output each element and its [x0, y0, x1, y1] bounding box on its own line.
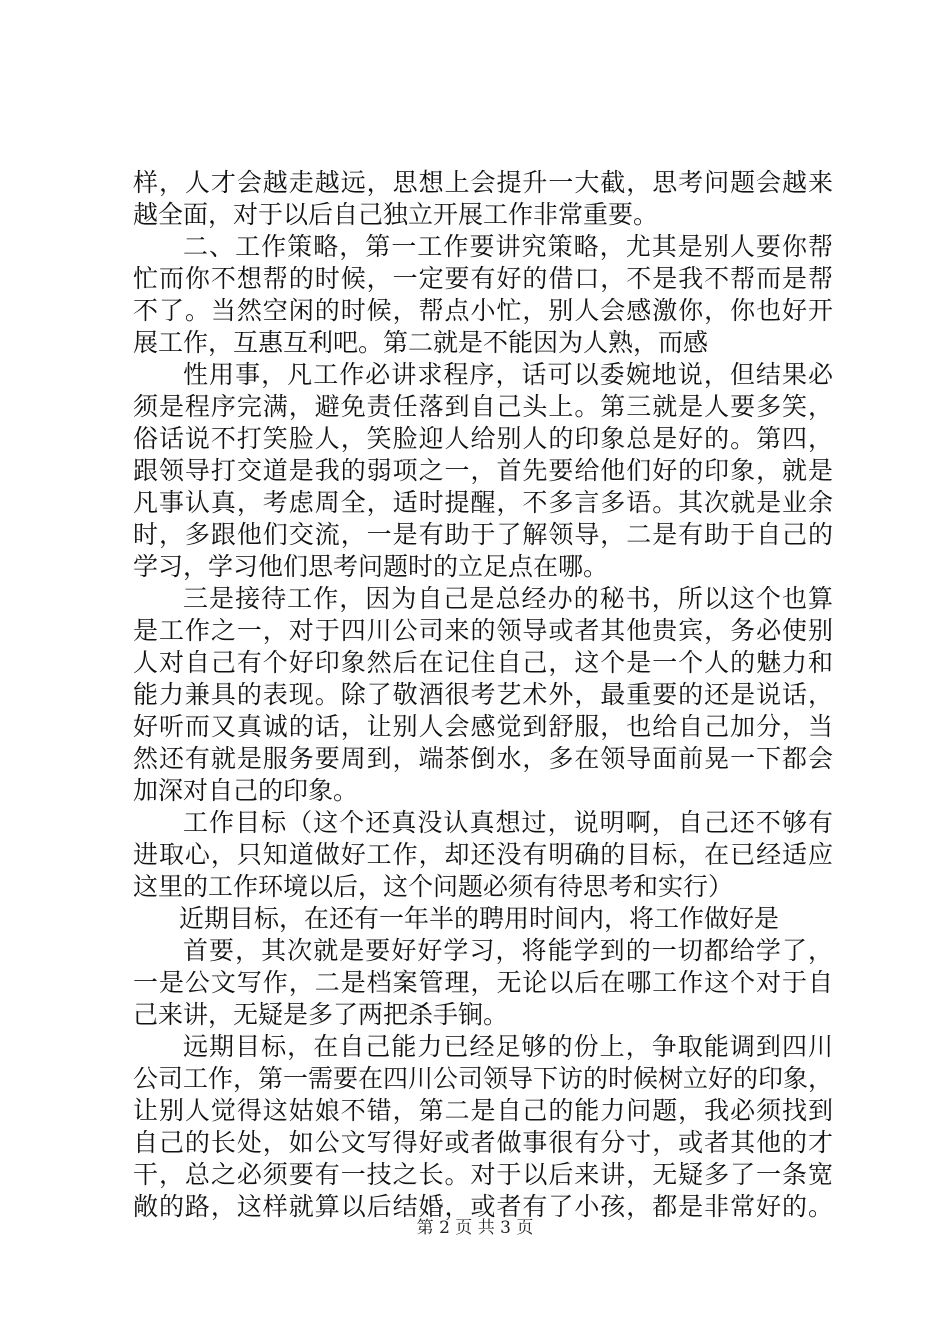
text-line: 进取心，只知道做好工作，却还没有明确的目标，在已经适应 — [133, 840, 833, 869]
text-line: 二、工作策略，第一工作要讲究策略，尤其是别人要你帮 — [183, 232, 833, 261]
text-line: 工作目标（这个还真没认真想过，说明啊，自己还不够有 — [183, 808, 833, 837]
page-footer — [0, 1213, 950, 1238]
text-line: 是工作之一，对于四川公司来的领导或者其他贵宾，务必使别 — [133, 616, 833, 645]
document-body — [133, 167, 833, 1223]
text-line: 须是程序完满，避免责任落到自己头上。第三就是人要多笑， — [133, 392, 833, 421]
text-line: 好听而又真诚的话，让别人会感觉到舒服，也给自己加分，当 — [133, 712, 833, 741]
text-line: 能力兼具的表现。除了敬酒很考艺术外，最重要的还是说话， — [133, 680, 833, 709]
text-line: 己来讲，无疑是多了两把杀手锏。 — [133, 1000, 509, 1029]
text-line: 然还有就是服务要周到，端茶倒水，多在领导面前晃一下都会 — [133, 744, 833, 773]
text-line: 三是接待工作，因为自己是总经办的秘书，所以这个也算 — [183, 584, 833, 613]
text-line: 自己的长处，如公文写得好或者做事很有分寸，或者其他的才 — [133, 1128, 833, 1157]
text-line: 性用事，凡工作必讲求程序，话可以委婉地说，但结果必 — [183, 360, 833, 389]
text-line: 加深对自己的印象。 — [133, 776, 359, 805]
text-line: 敞的路，这样就算以后结婚，或者有了小孩，都是非常好的。 — [133, 1192, 833, 1221]
text-line: 凡事认真，考虑周全，适时提醒，不多言多语。其次就是业余 — [133, 488, 833, 517]
text-line: 跟领导打交道是我的弱项之一，首先要给他们好的印象，就是 — [133, 456, 833, 485]
text-line: 学习，学习他们思考问题时的立足点在哪。 — [133, 552, 609, 581]
text-line: 一是公文写作，二是档案管理，无论以后在哪工作这个对于自 — [133, 968, 833, 997]
text-line: 让别人觉得这姑娘不错，第二是自己的能力问题，我必须找到 — [133, 1096, 833, 1125]
text-line: 忙而你不想帮的时候，一定要有好的借口，不是我不帮而是帮 — [133, 264, 833, 293]
text-line: 干，总之必须要有一技之长。对于以后来讲，无疑多了一条宽 — [133, 1160, 833, 1189]
text-line: 公司工作，第一需要在四川公司领导下访的时候树立好的印象， — [133, 1064, 834, 1093]
text-line: 近期目标，在还有一年半的聘用时间内，将工作做好是 — [179, 904, 780, 933]
text-line: 人对自己有个好印象然后在记住自己，这个是一个人的魅力和 — [133, 648, 833, 677]
text-line: 远期目标，在自己能力已经足够的份上，争取能调到四川 — [183, 1032, 833, 1061]
text-line: 俗话说不打笑脸人，笑脸迎人给别人的印象总是好的。第四， — [133, 424, 833, 453]
text-line: 样，人才会越走越远，思想上会提升一大截，思考问题会越来 — [133, 168, 833, 197]
text-line: 首要，其次就是要好好学习，将能学到的一切都给学了， — [183, 936, 833, 965]
text-line: 越全面，对于以后自己独立开展工作非常重要。 — [133, 200, 659, 229]
text-line: 不了。当然空闲的时候，帮点小忙，别人会感激你，你也好开 — [133, 296, 833, 325]
text-line: 这里的工作环境以后，这个问题必须有待思考和实行） — [133, 872, 734, 901]
text-line: 时，多跟他们交流，一是有助于了解领导，二是有助于自己的 — [133, 520, 833, 549]
page-number-label: 第 2 页 共 3 页 — [416, 1218, 534, 1238]
text-line: 展工作，互惠互利吧。第二就是不能因为人熟，而感 — [133, 328, 709, 357]
